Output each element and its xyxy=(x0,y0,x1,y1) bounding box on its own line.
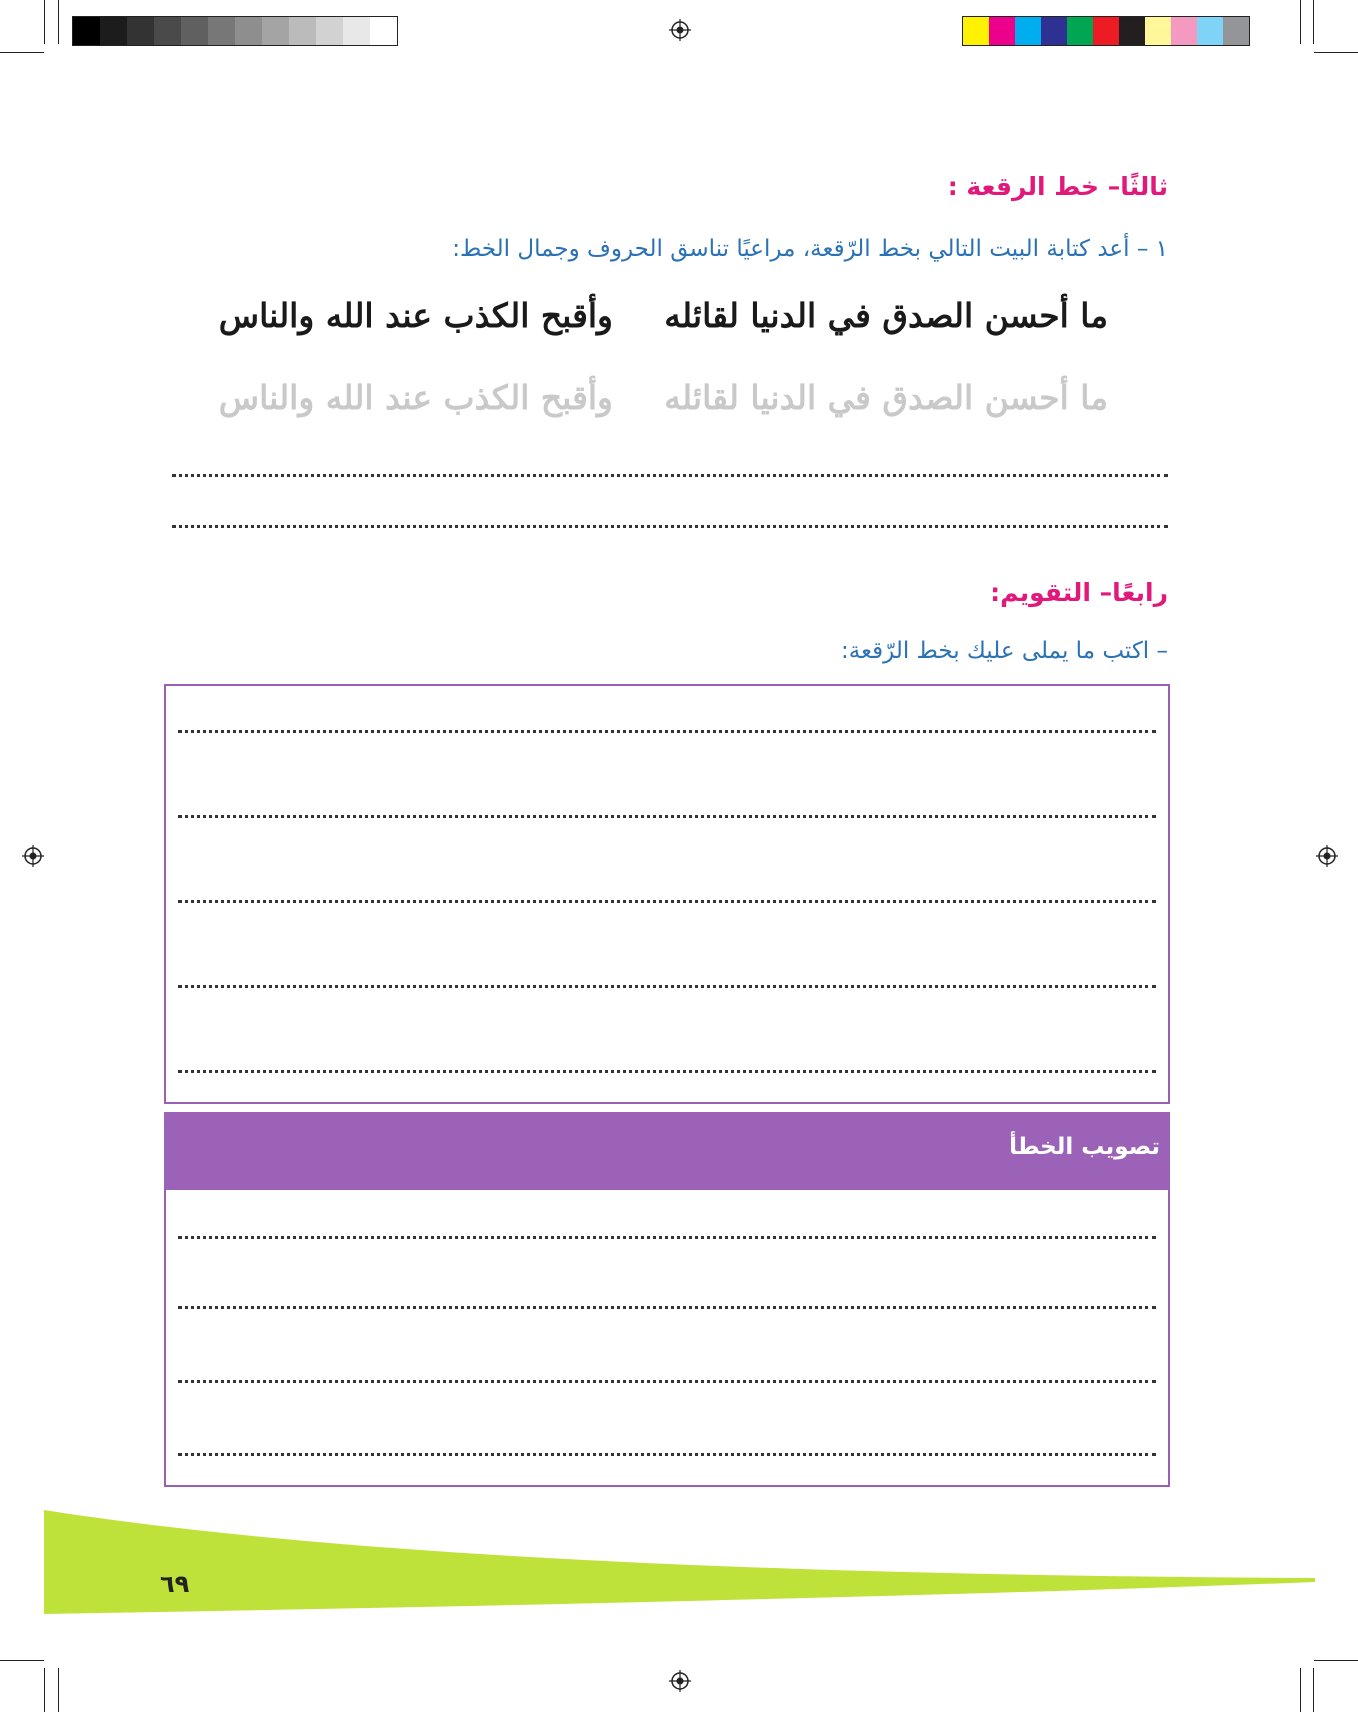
writing-line[interactable] xyxy=(172,525,1168,528)
correction-writing-line[interactable] xyxy=(178,1236,1156,1239)
correction-title: تصويب الخطأ xyxy=(1009,1134,1160,1160)
dictation-writing-line[interactable] xyxy=(178,730,1156,733)
section-four-instruction: – اكتب ما يملى عليك بخط الرّقعة: xyxy=(840,638,1168,664)
section-four-heading: رابعًا– التقويم: xyxy=(990,578,1168,607)
crop-mark xyxy=(58,0,59,44)
section-three-heading: ثالثًا– خط الرقعة : xyxy=(947,172,1168,201)
registration-mark-icon xyxy=(669,1670,691,1692)
crop-mark xyxy=(1313,0,1314,44)
crop-mark xyxy=(1314,52,1358,53)
crop-mark xyxy=(1313,1668,1314,1712)
correction-writing-line[interactable] xyxy=(178,1306,1156,1309)
registration-mark-icon xyxy=(22,845,44,867)
crop-mark xyxy=(1300,1668,1301,1712)
verse-second-hemistich: وأقبح الكذب عند الله والناس xyxy=(218,296,613,335)
dictation-writing-line[interactable] xyxy=(178,815,1156,818)
crop-mark xyxy=(0,1660,44,1661)
dictation-writing-line[interactable] xyxy=(178,1070,1156,1073)
crop-mark xyxy=(1300,0,1301,44)
crop-mark xyxy=(0,52,44,53)
verse-first-hemistich: ما أحسن الصدق في الدنيا لقائله xyxy=(664,296,1108,335)
correction-writing-line[interactable] xyxy=(178,1380,1156,1383)
grayscale-calibration-bar xyxy=(72,16,398,46)
crop-mark xyxy=(1314,1660,1358,1661)
registration-mark-icon xyxy=(669,19,691,41)
section-three-instruction: ١ – أعد كتابة البيت التالي بخط الرّقعة، مراعيًا تناسق الحروف وجمال الخط: xyxy=(452,236,1168,262)
crop-mark xyxy=(58,1668,59,1712)
footer-ribbon xyxy=(0,1510,1358,1620)
crop-mark xyxy=(44,0,45,44)
verse-first-hemistich-trace: ما أحسن الصدق في الدنيا لقائله xyxy=(664,378,1108,417)
writing-line[interactable] xyxy=(172,474,1168,477)
registration-mark-icon xyxy=(1316,845,1338,867)
color-calibration-bar xyxy=(962,16,1250,46)
dictation-writing-line[interactable] xyxy=(178,985,1156,988)
page-number: ٦٩ xyxy=(160,1570,190,1598)
dictation-writing-line[interactable] xyxy=(178,900,1156,903)
dictation-box xyxy=(164,684,1170,1104)
verse-second-hemistich-trace: وأقبح الكذب عند الله والناس xyxy=(218,378,613,417)
crop-mark xyxy=(44,1668,45,1712)
correction-writing-line[interactable] xyxy=(178,1453,1156,1456)
